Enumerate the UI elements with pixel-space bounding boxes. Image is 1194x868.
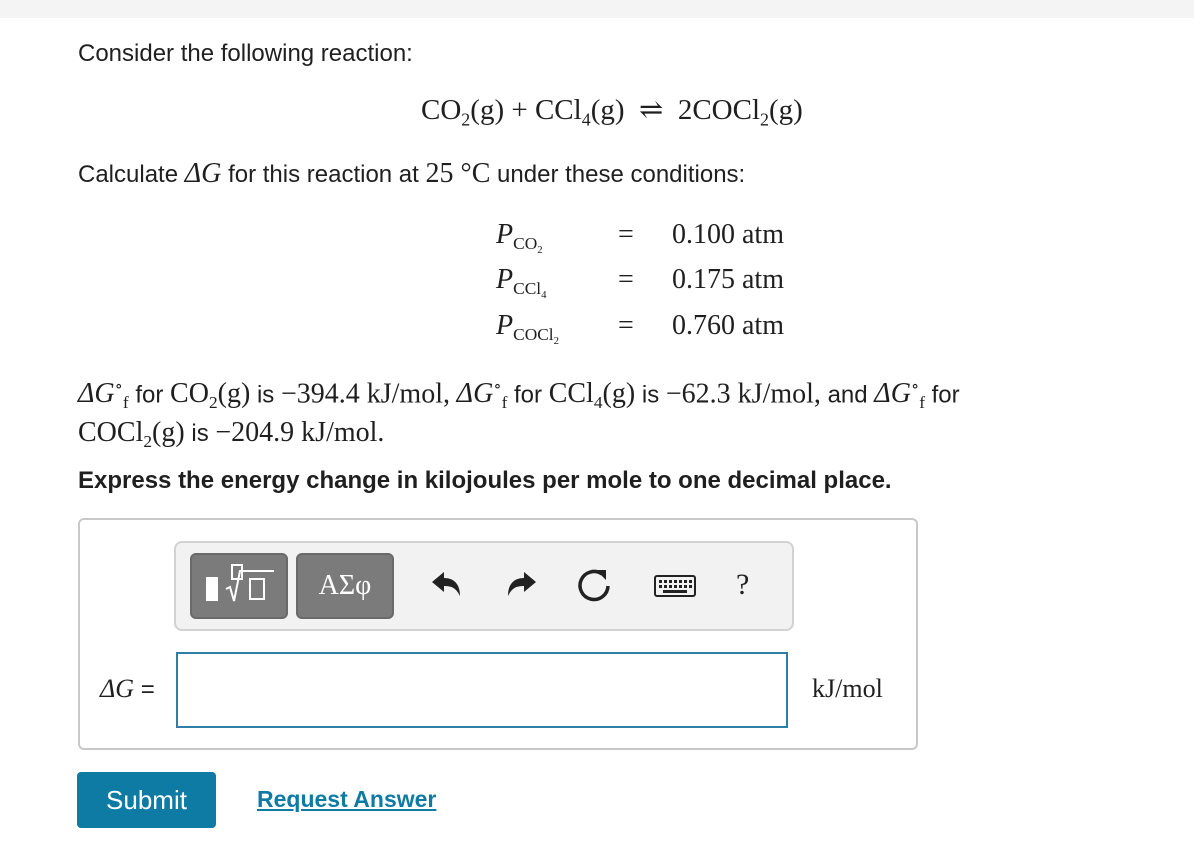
top-bar <box>0 0 1194 18</box>
delta-g-symbol: ΔG <box>184 158 222 189</box>
reactant-2: CCl <box>534 94 582 126</box>
answer-label <box>100 674 155 704</box>
is-word: is <box>641 381 660 409</box>
product-1: 2COCl <box>677 94 761 126</box>
answer-input[interactable] <box>176 652 788 728</box>
temperature: 25 °C <box>425 158 491 189</box>
dgf-symbol: $\Delta G^\circ_f$ <box>874 377 925 413</box>
reset-icon[interactable] <box>572 564 616 608</box>
condition-subsub: 4 <box>541 288 547 301</box>
condition-sub: CCl <box>513 279 542 299</box>
value-cocl2: −204.9 kJ/mol. <box>215 417 385 449</box>
pressure-symbol: P <box>496 264 514 295</box>
condition-value-co2: 0.100 atm <box>672 219 784 250</box>
pressure-symbol: P <box>496 219 514 250</box>
condition-value-ccl4: 0.175 atm <box>672 264 784 295</box>
condition-sub: CO <box>513 234 538 254</box>
answer-instruction: Express the energy change in kilojoules per mole to one decimal place. <box>78 467 892 494</box>
species-ccl4: CCl$_4$(g) <box>548 378 636 413</box>
submit-button[interactable]: Submit <box>77 772 216 828</box>
help-icon[interactable]: ? <box>736 568 750 601</box>
request-answer-link[interactable]: Request Answer <box>257 786 437 812</box>
product-1-state: (g) <box>769 94 803 126</box>
dgf-symbol: $\Delta G^\circ_f$ <box>78 377 129 413</box>
dgf-symbol: $\Delta G^\circ_f$ <box>456 377 508 413</box>
condition-label-ccl4 <box>496 264 547 301</box>
plus-sign: + <box>511 94 528 126</box>
condition-value-cocl2: 0.760 atm <box>672 310 784 341</box>
equilibrium-arrow: ⇌ <box>639 94 664 126</box>
for-word: for <box>931 381 960 409</box>
condition-eq: = <box>618 264 634 295</box>
for-word: for <box>135 381 164 409</box>
condition-subsub: 2 <box>553 334 560 347</box>
greek-symbols-button[interactable]: ΑΣφ <box>296 553 394 619</box>
product-1-subscript: 2 <box>760 109 770 130</box>
condition-eq: = <box>618 219 634 250</box>
gibbs-data-paragraph <box>78 368 960 453</box>
and-word: and <box>827 381 868 409</box>
gibbs-line-1 <box>78 368 960 414</box>
condition-sub: COCl <box>513 325 554 345</box>
answer-unit: kJ/mol <box>812 674 883 703</box>
pressure-symbol: P <box>496 310 514 341</box>
templates-button[interactable] <box>190 553 288 619</box>
condition-label-cocl2 <box>496 310 560 347</box>
reactant-2-state: (g) <box>590 94 625 126</box>
undo-icon[interactable] <box>424 564 468 608</box>
value-ccl4: −62.3 kJ/mol, <box>665 378 821 410</box>
value-co2: −394.4 kJ/mol, <box>280 378 450 410</box>
species-cocl2: COCl$_2$(g) <box>78 417 185 452</box>
reactant-1: CO <box>421 94 462 126</box>
species-co2: $CO_2(g)$ <box>170 378 251 413</box>
is-word: is <box>191 420 209 448</box>
answer-label-symbol: ΔG <box>100 674 135 703</box>
condition-label-co2 <box>496 219 543 256</box>
answer-label-eq: = <box>140 676 155 703</box>
reaction-equation <box>421 92 803 130</box>
reactant-1-state: (g) <box>470 94 505 126</box>
templates-icon <box>192 555 286 617</box>
calc-instruction <box>78 158 745 190</box>
is-word: is <box>256 381 275 409</box>
redo-icon[interactable] <box>500 564 544 608</box>
reactant-2-subscript: 4 <box>581 109 591 130</box>
reactant-1-subscript: 2 <box>461 109 471 130</box>
calc-mid: for this reaction at <box>228 161 419 188</box>
keyboard-icon[interactable] <box>652 564 698 608</box>
for-word: for <box>514 381 543 409</box>
calc-suffix: under these conditions: <box>497 161 746 188</box>
condition-eq: = <box>618 310 634 341</box>
calc-prefix: Calculate <box>78 161 179 188</box>
intro-text: Consider the following reaction: <box>78 40 413 67</box>
gibbs-line-2 <box>78 414 960 453</box>
condition-subsub: 2 <box>537 243 543 256</box>
